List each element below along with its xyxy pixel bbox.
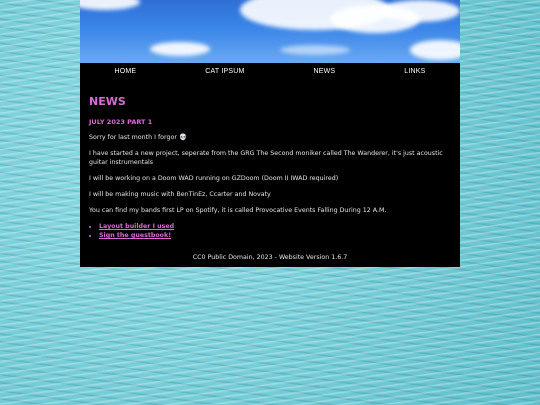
nav-links[interactable]: LINKS — [404, 68, 426, 75]
news-paragraph: I will be making music with BenTinEz, Ccarter and Novaty — [89, 191, 271, 198]
main-nav — [80, 63, 460, 80]
nav-news[interactable]: NEWS — [313, 68, 336, 75]
footer-text: CC0 Public Domain, 2023 - Website Version 1.6.7 — [192, 254, 348, 261]
list-item — [99, 222, 174, 231]
news-paragraph: You can find my bands first LP on Spotify, it is called Provocative Events Falling During 12 A.M. — [89, 207, 387, 214]
nav-home[interactable]: HOME — [114, 68, 137, 75]
link-list — [89, 222, 174, 240]
cloud — [80, 0, 140, 10]
news-paragraph: I will be working on a Doom WAD running on GZDoom (Doom II IWAD required) — [89, 175, 339, 182]
post-date: JULY 2023 PART 1 — [89, 118, 153, 126]
news-paragraph: I have started a new project, seperate from the GRG The Second moniker called The Wanderer, it's just acoustic guitar instrumentals — [89, 150, 443, 166]
layout-builder-link[interactable]: Layout builder I used — [99, 223, 175, 230]
page-title: NEWS — [89, 95, 126, 108]
cloud — [380, 0, 460, 22]
guestbook-link[interactable]: Sign the guestbook! — [99, 232, 172, 239]
nav-cat-ipsum[interactable]: CAT IPSUM — [205, 68, 245, 75]
list-item — [99, 231, 174, 240]
sky-banner — [80, 0, 460, 63]
cloud — [410, 40, 460, 60]
cloud — [280, 45, 350, 55]
page-panel — [80, 0, 460, 267]
cloud — [150, 42, 210, 56]
news-paragraph: Sorry for last month I forgor 💀 — [89, 134, 187, 141]
